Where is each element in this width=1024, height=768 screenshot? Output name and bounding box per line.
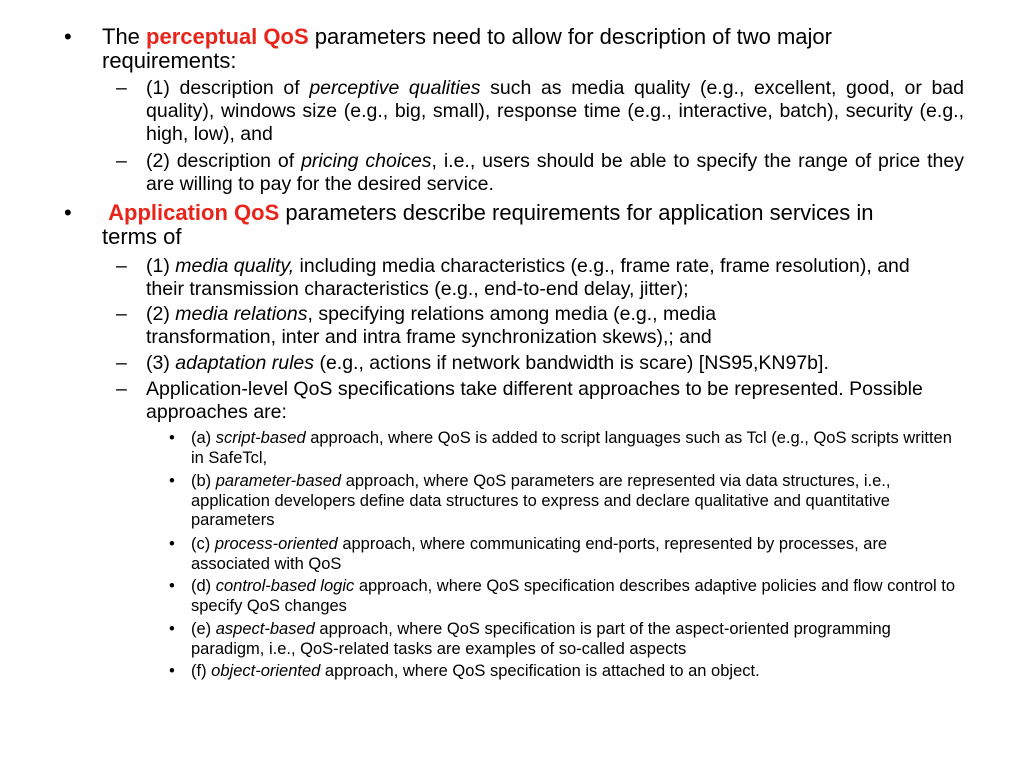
sub-bullet-application-level-specs bbox=[116, 378, 964, 424]
sub-bullet-pricing-choices bbox=[116, 150, 965, 196]
approach-process-oriented bbox=[169, 535, 961, 574]
approach-text-em: parameter-based bbox=[215, 472, 342, 490]
dash-marker: – bbox=[116, 255, 127, 277]
sub-text-pre: Application-level QoS specifications take different approaches to be represented. Possible approaches are: bbox=[146, 378, 923, 423]
bullet-marker: • bbox=[169, 662, 175, 680]
bullet-marker: • bbox=[169, 472, 175, 490]
approach-aspect-based bbox=[169, 620, 961, 659]
dash-marker: – bbox=[116, 150, 127, 172]
dash-marker: – bbox=[116, 77, 127, 99]
dash-marker: – bbox=[116, 352, 127, 374]
sub-text-pre: (1) bbox=[146, 255, 176, 277]
approach-text-post: approach, where QoS specification describes adaptive policies and flow control to specify QoS changes bbox=[191, 577, 956, 615]
bullet-marker: • bbox=[169, 577, 175, 595]
bullet-perceptual-qos bbox=[64, 24, 964, 73]
approach-object-oriented bbox=[169, 662, 961, 682]
sub-bullet-media-quality bbox=[116, 255, 916, 301]
sub-text-post: , specifying relations among media (e.g., media transformation, inter and intra frame synchronization skews),; and bbox=[146, 303, 717, 348]
sub-text-post: such as media quality (e.g., excellent, good, or bad quality), windows size (e.g., big, small), response time (e.g., interactive, batch), security (e.g., high, low), and bbox=[146, 77, 964, 145]
approach-text-post: approach, where communicating end-ports, represented by processes, are associated with QoS bbox=[191, 535, 888, 573]
bullet-marker: • bbox=[64, 24, 72, 49]
sub-text-pre: (2) bbox=[146, 303, 176, 325]
bullet-text-pre: The bbox=[102, 24, 147, 49]
bullet-text-post: parameters describe requirements for application services in terms of bbox=[102, 200, 874, 249]
sub-text-post: , i.e., users should be able to specify the range of price they are willing to pay for the desired service. bbox=[146, 150, 965, 195]
approach-text-em: aspect-based bbox=[215, 620, 315, 638]
approach-text-pre: (f) bbox=[191, 662, 212, 680]
sub-bullet-adaptation-rules bbox=[116, 352, 964, 375]
sub-text-em: perceptive qualities bbox=[309, 77, 481, 99]
sub-bullet-media-relations bbox=[116, 303, 846, 349]
sub-text-em: media quality, bbox=[175, 255, 295, 277]
dash-marker: – bbox=[116, 378, 127, 400]
approach-control-based-logic bbox=[169, 577, 961, 616]
approach-text-pre: (e) bbox=[191, 620, 216, 638]
bullet-marker: • bbox=[169, 535, 175, 553]
bullet-text-post: parameters need to allow for description of two major requirements: bbox=[102, 24, 832, 73]
approach-text-post: approach, where QoS parameters are represented via data structures, i.e., application developers define data structures to express and declare qualitative and quantitative parameters bbox=[191, 472, 891, 529]
approach-text-em: object-oriented bbox=[211, 662, 321, 680]
highlight-term: perceptual QoS bbox=[146, 24, 309, 49]
bullet-marker: • bbox=[169, 620, 175, 638]
approach-text-post: approach, where QoS is added to script languages such as Tcl (e.g., QoS scripts written in SafeTcl, bbox=[191, 429, 952, 467]
sub-text-post: including media characteristics (e.g., frame rate, frame resolution), and their transmission characteristics (e.g., end-to-end delay, jitter); bbox=[146, 255, 910, 300]
sub-text-em: adaptation rules bbox=[175, 352, 315, 374]
approach-text-pre: (b) bbox=[191, 472, 216, 490]
bullet-marker: • bbox=[169, 429, 175, 447]
sub-text-em: pricing choices bbox=[301, 150, 432, 172]
bullet-marker: • bbox=[64, 200, 72, 225]
approach-text-em: script-based bbox=[215, 429, 306, 447]
sub-text-pre: (3) bbox=[146, 352, 176, 374]
approach-text-em: control-based logic bbox=[215, 577, 355, 595]
approach-text-pre: (a) bbox=[191, 429, 216, 447]
approach-text-post: approach, where QoS specification is part of the aspect-oriented programming paradigm, i.e., QoS-related tasks are examples of so-called aspects bbox=[191, 620, 891, 658]
approach-script-based bbox=[169, 429, 961, 468]
approach-parameter-based bbox=[169, 472, 961, 531]
approach-text-pre: (d) bbox=[191, 577, 216, 595]
sub-text-pre: (2) description of bbox=[146, 150, 302, 172]
sub-text-pre: (1) description of bbox=[146, 77, 310, 99]
bullet-application-qos bbox=[64, 200, 892, 249]
approach-text-post: approach, where QoS specification is attached to an object. bbox=[320, 662, 760, 680]
highlight-term: Application QoS bbox=[108, 200, 280, 225]
sub-text-post: (e.g., actions if network bandwidth is scare) [NS95,KN97b]. bbox=[314, 352, 829, 374]
dash-marker: – bbox=[116, 303, 127, 325]
approach-text-pre: (c) bbox=[191, 535, 215, 553]
sub-bullet-perceptive-qualities bbox=[116, 77, 964, 146]
sub-text-em: media relations bbox=[175, 303, 308, 325]
approach-text-em: process-oriented bbox=[214, 535, 338, 553]
